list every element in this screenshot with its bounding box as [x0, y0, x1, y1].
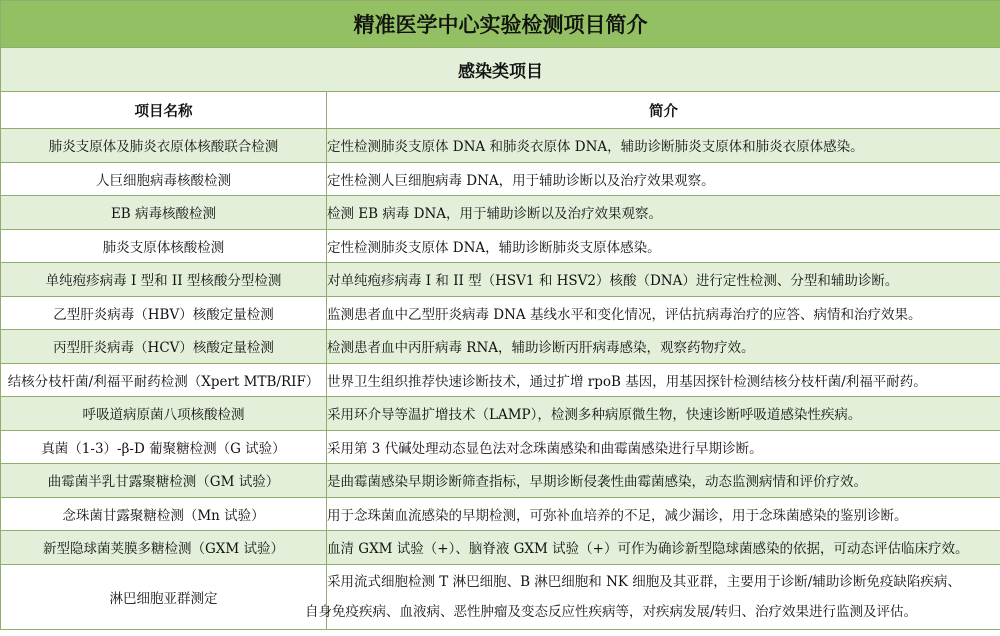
- table-row: [1, 162, 1000, 196]
- table-row: [1, 263, 1000, 297]
- item-desc: 定性检测肺炎支原体 DNA，辅助诊断肺炎支原体感染。: [327, 229, 1000, 263]
- column-header-name: 项目名称: [1, 92, 327, 129]
- table-row: [1, 229, 1000, 263]
- item-name: 单纯疱疹病毒 I 型和 II 型核酸分型检测: [1, 263, 327, 297]
- table-row: [1, 397, 1000, 431]
- item-name: 肺炎支原体核酸检测: [1, 229, 327, 263]
- item-desc: [305, 564, 1000, 629]
- item-desc-line: 采用流式细胞检测 T 淋巴细胞、B 淋巴细胞和 NK 细胞及其亚群，主要用于诊断/辅助诊断免疫缺陷疾病、: [327, 573, 961, 590]
- item-name: 呼吸道病原菌八项核酸检测: [1, 397, 327, 431]
- column-header-row: [1, 92, 1000, 129]
- item-desc: 血清 GXM 试验（+）、脑脊液 GXM 试验（+）可作为确诊新型隐球菌感染的依据，可动态评估临床疗效。: [327, 531, 1000, 565]
- table-row: [1, 196, 1000, 230]
- item-desc: 采用环介导等温扩增技术（LAMP），检测多种病原微生物，快速诊断呼吸道感染性疾病。: [327, 397, 1000, 431]
- table-row: [1, 464, 1000, 498]
- item-name: 念珠菌甘露聚糖检测（Mn 试验）: [1, 497, 327, 531]
- item-desc-line: 自身免疫疾病、血液病、恶性肿瘤及变态反应性疾病等，对疾病发展/转归、治疗效果进行监测及评估。: [305, 603, 918, 620]
- item-name: EB 病毒核酸检测: [1, 196, 327, 230]
- item-name: 新型隐球菌荚膜多糖检测（GXM 试验）: [1, 531, 327, 565]
- title-row: [1, 1, 1000, 48]
- table-row: [1, 296, 1000, 330]
- item-desc: 世界卫生组织推荐快速诊断技术，通过扩增 rpoB 基因，用基因探针检测结核分枝杆菌/利福平耐药。: [327, 363, 1000, 397]
- column-header-desc: 简介: [327, 92, 1000, 129]
- item-name: 真菌（1-3）-β-D 葡聚糖检测（G 试验）: [1, 430, 327, 464]
- item-desc: 是曲霉菌感染早期诊断筛查指标，早期诊断侵袭性曲霉菌感染，动态监测病情和评价疗效。: [327, 464, 1000, 498]
- category-heading: 感染类项目: [1, 48, 1000, 92]
- document-title: 精准医学中心实验检测项目简介: [1, 1, 1000, 48]
- table-row: [1, 497, 1000, 531]
- table-row: [1, 430, 1000, 464]
- item-name: 丙型肝炎病毒（HCV）核酸定量检测: [1, 330, 327, 364]
- item-desc: 检测 EB 病毒 DNA，用于辅助诊断以及治疗效果观察。: [327, 196, 1000, 230]
- item-name: 人巨细胞病毒核酸检测: [1, 162, 327, 196]
- item-name: 肺炎支原体及肺炎衣原体核酸联合检测: [1, 129, 327, 163]
- item-name: 曲霉菌半乳甘露聚糖检测（GM 试验）: [1, 464, 327, 498]
- table-row: [1, 129, 1000, 163]
- item-desc: 定性检测人巨细胞病毒 DNA，用于辅助诊断以及治疗效果观察。: [327, 162, 1000, 196]
- item-desc: 定性检测肺炎支原体 DNA 和肺炎衣原体 DNA，辅助诊断肺炎支原体和肺炎衣原体感染。: [327, 129, 1000, 163]
- item-desc: 对单纯疱疹病毒 I 和 II 型（HSV1 和 HSV2）核酸（DNA）进行定性检测、分型和辅助诊断。: [327, 263, 1000, 297]
- table-row: [1, 363, 1000, 397]
- table-row: [1, 531, 1000, 565]
- table-row: [1, 330, 1000, 364]
- item-name: 淋巴细胞亚群测定: [1, 564, 327, 629]
- item-name: 结核分枝杆菌/利福平耐药检测（Xpert MTB/RIF）: [1, 363, 327, 397]
- category-row: [1, 48, 1000, 92]
- item-desc: 用于念珠菌血流感染的早期检测，可弥补血培养的不足，减少漏诊，用于念珠菌感染的鉴别诊断。: [327, 497, 1000, 531]
- item-desc: 检测患者血中丙肝病毒 RNA，辅助诊断丙肝病毒感染，观察药物疗效。: [327, 330, 1000, 364]
- table-row: [1, 564, 1000, 629]
- item-desc: 采用第 3 代碱处理动态显色法对念珠菌感染和曲霉菌感染进行早期诊断。: [327, 430, 1000, 464]
- item-desc: 监测患者血中乙型肝炎病毒 DNA 基线水平和变化情况，评估抗病毒治疗的应答、病情和治疗效果。: [327, 296, 1000, 330]
- items-body: [1, 129, 1000, 630]
- item-name: 乙型肝炎病毒（HBV）核酸定量检测: [1, 296, 327, 330]
